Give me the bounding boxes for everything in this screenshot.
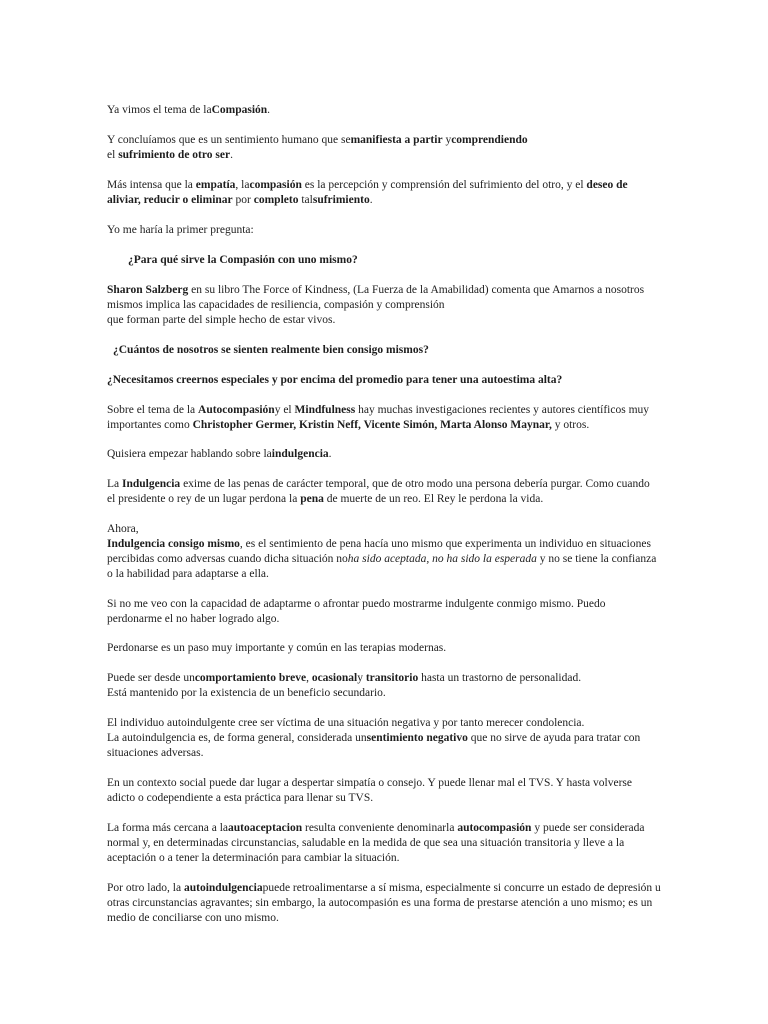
paragraph-contexto-social — [107, 776, 707, 806]
text-line — [107, 791, 707, 806]
paragraph-autoaceptacion — [107, 821, 707, 866]
bold-text: sufrimiento de otro ser — [118, 149, 231, 161]
paragraph-primer-pregunta — [107, 223, 707, 238]
text-run: situaciones adversas. — [107, 747, 204, 759]
paragraph-adaptarme — [107, 597, 707, 627]
paragraph-indulgencia-consigo — [107, 522, 707, 582]
paragraph-comportamiento — [107, 671, 707, 701]
bold-text: Compasión — [211, 104, 268, 116]
text-run: , es el sentimiento de pena hacía uno mismo que experimenta un individuo en situaciones — [239, 538, 651, 550]
text-line — [107, 597, 707, 612]
text-run: que no sirve de ayuda para tratar con — [467, 732, 641, 744]
text-run: . — [369, 194, 373, 206]
bold-text: ¿Cuántos de nosotros se sienten realmente bien consigo mismos? — [113, 344, 429, 356]
bold-text: empatía — [195, 179, 236, 191]
paragraph-perdonarse — [107, 641, 707, 656]
text-run: y — [357, 672, 366, 684]
text-run: normal y, en determinadas circunstancias, saludable en la medida de que sea una situación transitoria y lleve a la — [107, 837, 625, 849]
text-line — [107, 746, 707, 761]
text-line — [107, 731, 707, 746]
text-run: Si no me veo con la capacidad de adaptarme o afrontar puedo mostrarme indulgente conmigo mismo. Puedo — [107, 598, 606, 610]
text-run: tal — [298, 194, 313, 206]
paragraph-otro-lado — [107, 881, 707, 926]
text-run: Quisiera empezar hablando sobre la — [107, 448, 272, 460]
text-line — [107, 193, 707, 208]
text-run: Perdonarse es un paso muy importante y común en las terapias modernas. — [107, 642, 447, 654]
bold-text: ¿Para qué sirve la Compasión con uno mismo? — [128, 254, 358, 266]
text-line — [107, 403, 707, 418]
text-line — [107, 447, 707, 462]
text-line — [107, 776, 707, 791]
bold-text: Indulgencia — [122, 478, 181, 490]
text-run: puede retroalimentarse a sí misma, especialmente si concurre un estado de depresión u — [262, 882, 661, 894]
text-line — [107, 492, 707, 507]
text-run: de muerte de un reo. El Rey le perdona la vida. — [323, 493, 544, 505]
text-line — [107, 537, 707, 552]
text-line — [107, 148, 707, 163]
text-run: o la habilidad para adaptarse a ella. — [107, 568, 269, 580]
bold-text: comportamiento breve — [194, 672, 307, 684]
text-line — [107, 477, 707, 492]
text-run: . — [328, 448, 332, 460]
text-run: , — [306, 672, 312, 684]
text-run: perdonarme el no haber logrado algo. — [107, 613, 280, 625]
bold-text: autoindulgencia — [183, 882, 263, 894]
text-run: Ahora, — [107, 523, 139, 535]
text-run: La forma más cercana a la — [107, 822, 228, 834]
bold-text: sentimiento negativo — [366, 732, 468, 744]
text-run: Más intensa que la — [107, 179, 196, 191]
text-run: en su libro The Force of Kindness, (La Fuerza de la Amabilidad) comenta que Amarnos a nosotros — [188, 284, 645, 296]
bold-text: Sharon Salzberg — [107, 284, 189, 296]
bold-text: manifiesta a partir — [350, 134, 443, 146]
text-run: es la percepción y comprensión del sufrimiento del otro, y el — [301, 179, 587, 191]
heading-question-especiales — [107, 373, 707, 388]
text-line — [107, 821, 707, 836]
text-run: percibidas como adversas cuando dicha situación no — [107, 553, 348, 565]
text-run: Ya vimos el tema de la — [107, 104, 212, 116]
text-run: La autoindulgencia es, de forma general, considerada un — [107, 732, 367, 744]
italic-text: ha sido aceptada, no ha sido la esperada — [347, 553, 537, 565]
text-run: hay muchas investigaciones recientes y autores científicos muy — [355, 404, 650, 416]
text-run: importantes como — [107, 419, 193, 431]
text-run: el — [107, 149, 119, 161]
text-run: Por otro lado, la — [107, 882, 184, 894]
text-line — [107, 836, 707, 851]
bold-text: sufrimiento — [312, 194, 370, 206]
bold-text: deseo de — [586, 179, 628, 191]
text-run: . — [267, 104, 271, 116]
text-line — [107, 567, 707, 582]
text-run: otras circunstancias agravantes; sin embargo, la autocompasión es una forma de prestarse atención a uno mismo; es un — [107, 897, 653, 909]
text-run: mismos implica las capacidades de resiliencia, compasión y comprensión — [107, 299, 445, 311]
text-run: que forman parte del simple hecho de estar vivos. — [107, 314, 336, 326]
text-run: Yo me haría la primer pregunta: — [107, 224, 254, 236]
text-line — [107, 418, 707, 433]
text-run: Está mantenido por la existencia de un beneficio secundario. — [107, 687, 386, 699]
bold-text: completo — [253, 194, 299, 206]
text-line — [107, 716, 707, 731]
text-line — [113, 343, 713, 358]
text-line — [107, 283, 707, 298]
text-line — [107, 686, 707, 701]
text-run: y otros. — [551, 419, 590, 431]
text-run: y el — [274, 404, 295, 416]
bold-text: transitorio — [365, 672, 419, 684]
text-line — [107, 223, 707, 238]
text-run: aceptación o a tener la determinación para cambiar la situación. — [107, 852, 400, 864]
text-run: Y concluíamos que es un sentimiento humano que se — [107, 134, 351, 146]
text-line — [107, 851, 707, 866]
text-line — [107, 133, 707, 148]
text-run: Sobre el tema de la — [107, 404, 199, 416]
bold-text: aliviar, reducir o eliminar — [107, 194, 233, 206]
text-run: y — [442, 134, 452, 146]
text-line — [107, 298, 707, 313]
text-run: y no se tiene la confianza — [536, 553, 657, 565]
paragraph-salzberg — [107, 283, 707, 328]
paragraph-intro-compasion — [107, 103, 707, 118]
bold-text: Indulgencia consigo mismo — [107, 538, 240, 550]
bold-text: comprendiendo — [451, 134, 528, 146]
bold-text: ocasional — [311, 672, 358, 684]
paragraph-empatia — [107, 178, 707, 208]
text-line — [107, 896, 707, 911]
text-run: En un contexto social puede dar lugar a despertar simpatía o consejo. Y puede llenar mal el TVS. Y hasta volverse — [107, 777, 632, 789]
text-line — [107, 373, 707, 388]
text-line — [107, 552, 707, 567]
bold-text: compasión — [249, 179, 302, 191]
text-run: Puede ser desde un — [107, 672, 195, 684]
heading-question-compasion — [128, 253, 728, 268]
text-line — [107, 313, 707, 328]
bold-text: Mindfulness — [294, 404, 356, 416]
text-line — [107, 178, 707, 193]
text-run: , la — [235, 179, 250, 191]
paragraph-indulgencia-definicion — [107, 477, 707, 507]
paragraph-autocompasion-mindfulness — [107, 403, 707, 433]
text-run: medio de conciliarse con uno mismo. — [107, 912, 279, 924]
text-run: y puede ser considerada — [531, 822, 645, 834]
bold-text: pena — [300, 493, 324, 505]
text-run: La — [107, 478, 123, 490]
text-line — [107, 881, 707, 896]
text-run: por — [232, 194, 254, 206]
text-run: El individuo autoindulgente cree ser víctima de una situación negativa y por tanto merecer condolencia. — [107, 717, 585, 729]
text-run: el presidente o rey de un lugar perdona la — [107, 493, 301, 505]
text-line — [107, 612, 707, 627]
paragraph-conclusion — [107, 133, 707, 163]
bold-text: indulgencia — [271, 448, 329, 460]
bold-text: Autocompasión — [198, 404, 275, 416]
text-run: exime de las penas de carácter temporal, que de otro modo una persona debería purgar. Como cuando — [180, 478, 650, 490]
bold-text: ¿Necesitamos creernos especiales y por encima del promedio para tener una autoestima alta? — [107, 374, 563, 386]
text-run: hasta un trastorno de personalidad. — [418, 672, 582, 684]
text-run: adicto o codependiente a esta práctica para llenar su TVS. — [107, 792, 374, 804]
text-line — [107, 641, 707, 656]
bold-text: autocompasión — [457, 822, 532, 834]
bold-text: Christopher Germer, Kristin Neff, Vicente Simón, Marta Alonso Maynar, — [192, 419, 552, 431]
heading-question-cuantos — [113, 343, 713, 358]
text-line — [107, 103, 707, 118]
paragraph-indulgencia-intro — [107, 447, 707, 462]
text-line — [107, 522, 707, 537]
text-run: resulta conveniente denominarla — [302, 822, 458, 834]
paragraph-autoindulgente — [107, 716, 707, 761]
bold-text: autoaceptacion — [228, 822, 303, 834]
text-run: . — [230, 149, 233, 161]
text-line — [107, 671, 707, 686]
text-line — [128, 253, 728, 268]
text-line — [107, 911, 707, 926]
